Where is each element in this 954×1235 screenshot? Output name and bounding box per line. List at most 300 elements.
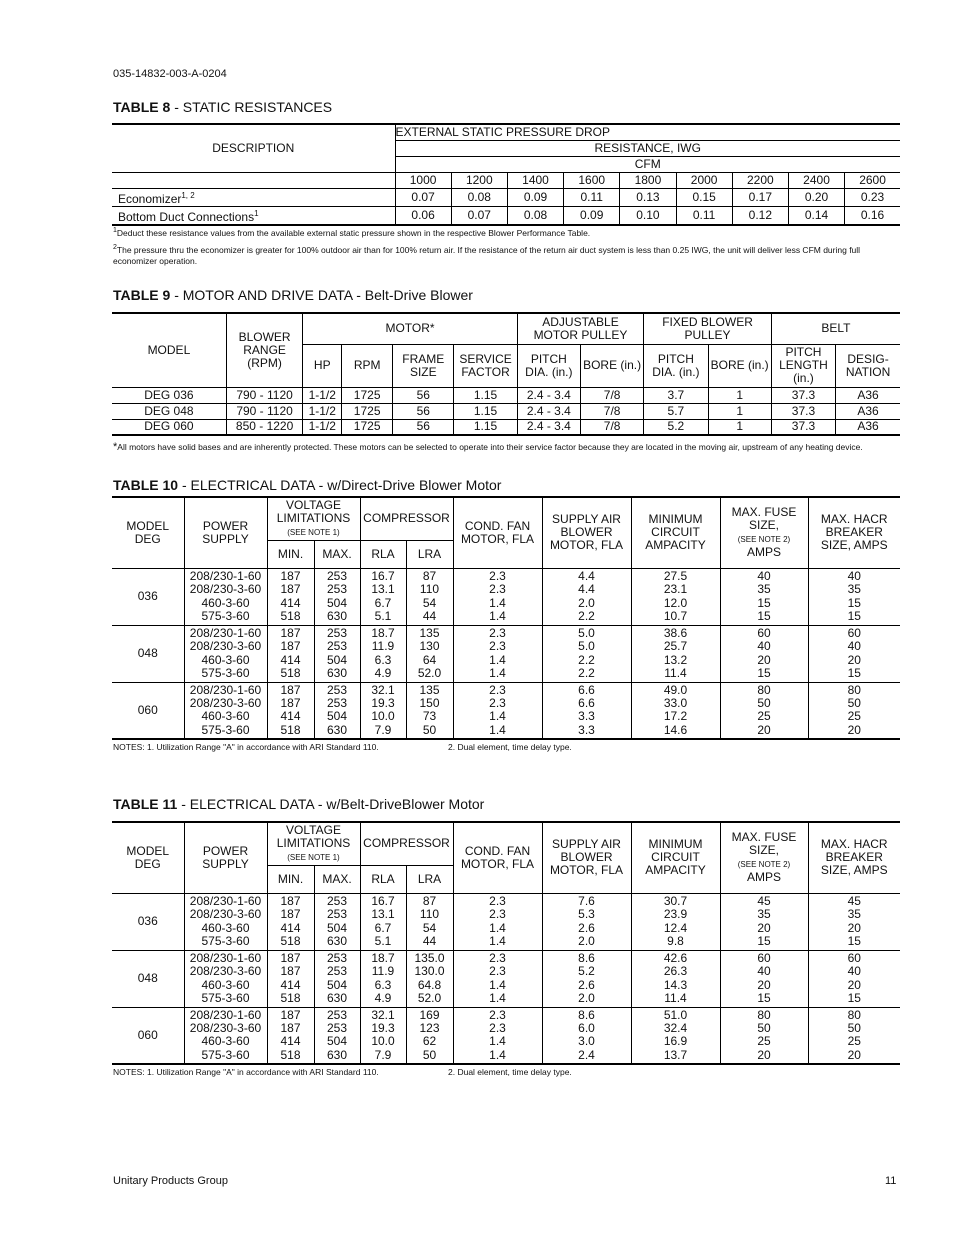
elec-value: 208/230-3-60 <box>189 639 262 654</box>
t9-fixed-pulley-header: FIXED BLOWER PULLEY <box>644 313 772 344</box>
elec-value: 11.4 <box>664 665 687 680</box>
elec-value: 4.4 <box>578 568 595 583</box>
elec-power-cell <box>184 1007 267 1064</box>
elec-hacr-cell <box>808 625 900 682</box>
elec-max-header: MAX. <box>314 865 360 893</box>
elec-value: 460-3-60 <box>201 652 250 667</box>
t9-cell: 1.15 <box>454 387 517 403</box>
elec-value: 8.6 <box>578 950 595 965</box>
t9-cell: 5.2 <box>644 419 708 435</box>
t9-cell: 37.3 <box>771 419 835 435</box>
elec-voltage-header: VOLTAGE LIMITATIONS (SEE NOTE 1) <box>267 822 360 865</box>
elec-value: 2.3 <box>489 625 506 640</box>
elec-value: 2.3 <box>489 1007 506 1022</box>
t9-row <box>112 387 900 403</box>
elec-model-header: MODEL DEG <box>112 497 184 568</box>
elec-value: 518 <box>280 933 301 948</box>
elec-hacr-cell <box>808 950 900 1007</box>
elec-cond-cell <box>453 893 542 950</box>
elec-value: 11.4 <box>664 990 687 1005</box>
elec-rla-cell <box>360 950 406 1007</box>
elec-max-cell <box>314 568 360 625</box>
t9-cell: DEG 036 <box>112 387 226 403</box>
elec-value: 208/230-1-60 <box>189 682 262 697</box>
elec-value: 5.0 <box>578 625 595 640</box>
elec-value: 60 <box>847 950 861 965</box>
table11-electrical-belt <box>112 821 900 1065</box>
elec-rla-cell <box>360 625 406 682</box>
elec-value: 45 <box>757 893 771 908</box>
elec-value: 20 <box>847 977 861 992</box>
elec-value: 187 <box>280 893 301 908</box>
t8-resistance-header: RESISTANCE, IWG <box>395 140 900 156</box>
elec-group-row <box>112 568 900 625</box>
t8-cfm-header: CFM <box>395 156 900 172</box>
elec-value: 1.4 <box>489 722 506 737</box>
elec-max-cell <box>314 950 360 1007</box>
t9-cell: 1725 <box>342 387 393 403</box>
elec-value: 414 <box>280 595 301 610</box>
t9-cell: 790 - 1120 <box>226 403 303 419</box>
elec-rla-cell <box>360 682 406 739</box>
elec-value: 253 <box>326 695 348 710</box>
elec-value: 33.0 <box>663 695 688 710</box>
elec-value: 1.4 <box>489 977 506 992</box>
elec-value: 40 <box>757 964 771 979</box>
elec-fuse-cell <box>720 682 808 739</box>
elec-group-row <box>112 625 900 682</box>
elec-value: 1.4 <box>489 665 506 680</box>
elec-value: 414 <box>280 709 301 724</box>
t8-cfm-cell: 1000 <box>395 172 451 188</box>
elec-value: 23.1 <box>663 582 688 597</box>
elec-value: 20 <box>847 652 861 667</box>
elec-supply-cell <box>542 625 631 682</box>
elec-value: 40 <box>757 639 771 654</box>
elec-value: 60 <box>847 625 861 640</box>
elec-value: 575-3-60 <box>201 608 250 623</box>
elec-rla-header: RLA <box>360 865 406 893</box>
t9-belt-header: BELT <box>771 313 900 344</box>
t9-cell: 1725 <box>342 419 393 435</box>
t9-cell: 56 <box>393 387 454 403</box>
elec-value: 13.7 <box>663 1047 688 1062</box>
elec-value: 208/230-3-60 <box>189 582 262 597</box>
elec-model-cell: 036 <box>112 568 184 625</box>
t8-cfm-cell: 2600 <box>845 172 900 188</box>
elec-value: 20 <box>757 652 771 667</box>
elec-value: 50 <box>847 695 861 710</box>
elec-supply-air-header: SUPPLY AIR BLOWER MOTOR, FLA <box>542 822 631 893</box>
elec-model-cell: 048 <box>112 625 184 682</box>
elec-value: 187 <box>280 695 301 710</box>
elec-value: 2.0 <box>578 990 595 1005</box>
elec-value: 23.9 <box>663 907 688 922</box>
elec-value: 2.0 <box>578 933 595 948</box>
t8-row-label: Bottom Duct Connections$^1$ <box>112 206 395 225</box>
elec-max-header: MAX. <box>314 540 360 568</box>
elec-value: 80 <box>757 682 771 697</box>
t9-cell: 850 - 1220 <box>226 419 303 435</box>
document-id: 035-14832-003-A-0204 <box>113 68 227 80</box>
elec-value: 253 <box>326 568 348 583</box>
elec-value: 15 <box>847 665 861 680</box>
t8-blank <box>112 172 395 188</box>
elec-value: 50 <box>757 695 771 710</box>
t9-motor-header: MOTOR* <box>303 313 517 344</box>
elec-value: 64 <box>422 652 437 667</box>
elec-value: 35 <box>757 907 771 922</box>
elec-value: 208/230-1-60 <box>189 1007 262 1022</box>
elec-value: 49.0 <box>663 682 688 697</box>
t8-cell: 0.13 <box>620 188 676 206</box>
elec-value: 575-3-60 <box>201 665 250 680</box>
elec-value: 208/230-3-60 <box>189 964 262 979</box>
elec-max-cell <box>314 1007 360 1064</box>
t8-cfm-cell: 1200 <box>451 172 507 188</box>
elec-value: 44 <box>422 933 437 948</box>
elec-compressor-header: COMPRESSOR <box>360 497 453 540</box>
elec-value: 130 <box>419 639 440 654</box>
elec-value: 253 <box>326 964 348 979</box>
elec-fuse-cell <box>720 625 808 682</box>
elec-value: 504 <box>326 977 348 992</box>
elec-value: 20 <box>757 977 771 992</box>
t9-footnote: *All motors have solid bases and are inherently protected. These motors can be selected to operate into their service factor because they are located in the moving air, upstream of any heating device. <box>113 441 863 453</box>
t9-cell: DEG 048 <box>112 403 226 419</box>
t8-cell: 0.16 <box>845 206 900 225</box>
elec-value: 2.6 <box>578 977 595 992</box>
elec-value: 80 <box>847 682 861 697</box>
elec-value: 60 <box>757 950 771 965</box>
t8-row-economizer <box>112 188 900 206</box>
t9-cell: 56 <box>393 403 454 419</box>
t9-pitch-dia2-header: PITCH DIA. (in.) <box>644 344 708 387</box>
elec-cond-cell <box>453 682 542 739</box>
elec-cond-fan-header: COND. FAN MOTOR, FLA <box>453 497 542 568</box>
elec-value: 135.0 <box>414 950 445 965</box>
t9-cell: 1.15 <box>454 403 517 419</box>
elec-value: 80 <box>757 1007 771 1022</box>
elec-supply-cell <box>542 682 631 739</box>
elec-value: 2.3 <box>489 907 506 922</box>
t9-cell: 7/8 <box>580 387 643 403</box>
t9-cell: 3.7 <box>644 387 708 403</box>
elec-value: 1.4 <box>489 990 506 1005</box>
elec-fuse-cell <box>720 1007 808 1064</box>
t8-cell: 0.11 <box>676 206 732 225</box>
t9-cell: 2.4 - 3.4 <box>517 387 580 403</box>
elec-value: 4.9 <box>374 990 392 1005</box>
elec-value: 10.0 <box>371 709 395 724</box>
elec-max-cell <box>314 625 360 682</box>
elec-group-row <box>112 950 900 1007</box>
elec-value: 54 <box>422 920 437 935</box>
elec-value: 54 <box>422 595 437 610</box>
elec-value: 25 <box>757 1034 771 1049</box>
t9-cell: 56 <box>393 419 454 435</box>
elec-value: 5.0 <box>578 639 595 654</box>
elec-value: 15 <box>757 595 771 610</box>
elec-supply-cell <box>542 568 631 625</box>
t9-cell: 5.7 <box>644 403 708 419</box>
elec-value: 187 <box>280 907 301 922</box>
t8-cell: 0.20 <box>788 188 844 206</box>
elec-lra-cell <box>406 682 453 739</box>
elec-max-cell <box>314 682 360 739</box>
t9-cell: 1 <box>708 419 771 435</box>
elec-mca-cell <box>631 625 720 682</box>
elec-value: 6.7 <box>374 920 392 935</box>
elec-value: 20 <box>757 1047 771 1062</box>
t9-cell: 2.4 - 3.4 <box>517 419 580 435</box>
elec-value: 40 <box>847 568 861 583</box>
elec-supply-air-header: SUPPLY AIR BLOWER MOTOR, FLA <box>542 497 631 568</box>
elec-value: 2.2 <box>578 665 595 680</box>
t8-cell: 0.23 <box>845 188 900 206</box>
elec-value: 7.6 <box>578 893 595 908</box>
t8-cell: 0.12 <box>732 206 788 225</box>
elec-value: 187 <box>280 964 301 979</box>
elec-model-header: MODEL DEG <box>112 822 184 893</box>
t9-cell: A36 <box>836 403 900 419</box>
t9-rpm-header: RPM <box>342 344 393 387</box>
t9-blower-header: BLOWER RANGE (RPM) <box>226 313 303 387</box>
elec-min-circuit-header: MINIMUM CIRCUIT AMPACITY <box>631 822 720 893</box>
t9-frame-header: FRAME SIZE <box>393 344 454 387</box>
elec-value: 1.4 <box>489 652 506 667</box>
elec-value: 13.1 <box>371 907 395 922</box>
t8-cell: 0.17 <box>732 188 788 206</box>
elec-value: 5.1 <box>374 608 392 623</box>
elec-lra-cell <box>406 893 453 950</box>
elec-lra-cell <box>406 1007 453 1064</box>
elec-value: 518 <box>280 722 301 737</box>
elec-min-circuit-header: MINIMUM CIRCUIT AMPACITY <box>631 497 720 568</box>
elec-model-cell: 048 <box>112 950 184 1007</box>
elec-value: 10.0 <box>371 1034 395 1049</box>
elec-value: 52.0 <box>417 990 442 1005</box>
elec-value: 2.3 <box>489 950 506 965</box>
elec-value: 253 <box>326 893 348 908</box>
t9-cell: A36 <box>836 419 900 435</box>
elec-value: 19.3 <box>371 695 395 710</box>
elec-value: 253 <box>326 1007 348 1022</box>
table8-static-resistances <box>112 123 900 226</box>
elec-value: 20 <box>847 1047 861 1062</box>
elec-value: 630 <box>326 1047 348 1062</box>
elec-value: 5.3 <box>578 907 595 922</box>
elec-min-cell <box>267 893 314 950</box>
elec-value: 50 <box>757 1020 771 1035</box>
elec-value: 518 <box>280 608 301 623</box>
t9-cell: 1725 <box>342 403 393 419</box>
elec-value: 20 <box>757 722 771 737</box>
elec-value: 50 <box>847 1020 861 1035</box>
elec-value: 504 <box>326 709 348 724</box>
elec-value: 38.6 <box>663 625 688 640</box>
elec-fuse-cell <box>720 950 808 1007</box>
elec-value: 87 <box>422 568 437 583</box>
elec-mca-cell <box>631 893 720 950</box>
elec-value: 30.7 <box>663 893 688 908</box>
t9-row <box>112 403 900 419</box>
elec-model-cell: 036 <box>112 893 184 950</box>
elec-value: 25 <box>847 709 861 724</box>
t8-desc-header: DESCRIPTION <box>112 124 395 172</box>
t8-row-label: Economizer$^{1, 2}$ <box>112 188 395 206</box>
elec-value: 253 <box>326 907 348 922</box>
elec-value: 1.4 <box>489 709 506 724</box>
table10-title: TABLE 10 - ELECTRICAL DATA - w/Direct-Drive Blower Motor <box>113 477 502 493</box>
elec-value: 9.8 <box>667 933 684 948</box>
elec-value: 44 <box>422 608 437 623</box>
elec-power-cell <box>184 568 267 625</box>
t8-cell: 0.09 <box>507 188 563 206</box>
elec-value: 6.7 <box>374 595 392 610</box>
elec-value: 62 <box>422 1034 437 1049</box>
t9-model-header: MODEL <box>112 313 226 387</box>
elec-value: 1.4 <box>489 920 506 935</box>
elec-value: 169 <box>419 1007 440 1022</box>
elec-value: 20 <box>757 920 771 935</box>
elec-value: 16.7 <box>371 893 395 908</box>
elec-value: 80 <box>847 1007 861 1022</box>
elec-value: 575-3-60 <box>201 990 250 1005</box>
t8-cfm-cell: 1600 <box>564 172 620 188</box>
table8-title: TABLE 8 - STATIC RESISTANCES <box>113 99 333 115</box>
elec-lra-cell <box>406 625 453 682</box>
t8-cfm-cell: 1400 <box>507 172 563 188</box>
t8-cell: 0.08 <box>507 206 563 225</box>
elec-value: 2.3 <box>489 568 506 583</box>
elec-value: 575-3-60 <box>201 933 250 948</box>
elec-value: 208/230-1-60 <box>189 568 262 583</box>
footer-company: Unitary Products Group <box>113 1175 228 1187</box>
elec-value: 6.0 <box>578 1020 595 1035</box>
elec-value: 110 <box>419 907 440 922</box>
elec-fuse-cell <box>720 893 808 950</box>
elec-value: 187 <box>280 950 301 965</box>
elec-value: 414 <box>280 652 301 667</box>
elec-value: 11.9 <box>371 964 395 979</box>
t8-cell: 0.14 <box>788 206 844 225</box>
t8-cfm-cell: 1800 <box>620 172 676 188</box>
elec-min-cell <box>267 625 314 682</box>
elec-group-row <box>112 893 900 950</box>
elec-value: 460-3-60 <box>201 977 250 992</box>
elec-value: 16.7 <box>371 568 395 583</box>
elec-value: 40 <box>847 964 861 979</box>
t9-cell: 1-1/2 <box>303 387 342 403</box>
elec-value: 14.3 <box>663 977 688 992</box>
elec-value: 2.3 <box>489 893 506 908</box>
elec-power-header: POWER SUPPLY <box>184 497 267 568</box>
elec-value: 40 <box>757 568 771 583</box>
elec-value: 2.6 <box>578 920 595 935</box>
elec-power-cell <box>184 682 267 739</box>
elec-value: 25 <box>847 1034 861 1049</box>
elec-value: 208/230-3-60 <box>189 1020 262 1035</box>
elec-value: 414 <box>280 1034 301 1049</box>
elec-group-row <box>112 1007 900 1064</box>
t9-cell: 1-1/2 <box>303 403 342 419</box>
elec-value: 518 <box>280 1047 301 1062</box>
t8-cell: 0.06 <box>395 206 451 225</box>
elec-value: 52.0 <box>417 665 442 680</box>
elec-value: 60 <box>757 625 771 640</box>
t11-notes: NOTES: 1. Utilization Range "A" in accordance with ARI Standard 110. 2. Dual element, time delay type. <box>113 1067 572 1077</box>
t9-cell: 2.4 - 3.4 <box>517 403 580 419</box>
elec-value: 630 <box>326 722 348 737</box>
elec-value: 13.2 <box>663 652 688 667</box>
t9-row <box>112 419 900 435</box>
elec-min-cell <box>267 1007 314 1064</box>
elec-mca-cell <box>631 682 720 739</box>
elec-hacr-cell <box>808 893 900 950</box>
elec-value: 208/230-1-60 <box>189 893 262 908</box>
elec-power-header: POWER SUPPLY <box>184 822 267 893</box>
elec-value: 35 <box>757 582 771 597</box>
elec-value: 504 <box>326 595 348 610</box>
elec-value: 208/230-1-60 <box>189 950 262 965</box>
t8-footnote-2: $^2$The pressure thru the economizer is greater for 100% outdoor air than for 100% return air. If the resistance of the return air duct system is less than 0.25 IWG, the unit will deliver less CFM during full economizer operation. <box>113 244 861 266</box>
elec-value: 630 <box>326 990 348 1005</box>
t9-cell: 1.15 <box>454 419 517 435</box>
elec-value: 2.3 <box>489 639 506 654</box>
elec-cond-cell <box>453 625 542 682</box>
elec-value: 630 <box>326 608 348 623</box>
elec-value: 25 <box>757 709 771 724</box>
elec-supply-cell <box>542 1007 631 1064</box>
elec-value: 208/230-3-60 <box>189 695 262 710</box>
elec-cond-cell <box>453 1007 542 1064</box>
elec-value: 253 <box>326 950 348 965</box>
elec-value: 630 <box>326 665 348 680</box>
elec-lra-header: LRA <box>406 540 453 568</box>
elec-hacr-cell <box>808 682 900 739</box>
elec-value: 2.2 <box>578 608 595 623</box>
elec-value: 135 <box>419 682 440 697</box>
elec-value: 2.3 <box>489 695 506 710</box>
t9-hp-header: HP <box>303 344 342 387</box>
elec-value: 7.9 <box>374 1047 392 1062</box>
elec-value: 20 <box>847 722 861 737</box>
elec-value: 16.9 <box>663 1034 688 1049</box>
elec-value: 10.7 <box>663 608 688 623</box>
elec-value: 504 <box>326 920 348 935</box>
t8-cfm-row <box>112 172 900 188</box>
elec-value: 5.1 <box>374 933 392 948</box>
elec-value: 187 <box>280 582 301 597</box>
elec-mca-cell <box>631 568 720 625</box>
elec-value: 187 <box>280 625 301 640</box>
elec-value: 50 <box>422 1047 437 1062</box>
elec-value: 15 <box>847 595 861 610</box>
elec-value: 2.3 <box>489 682 506 697</box>
elec-power-cell <box>184 625 267 682</box>
elec-value: 35 <box>847 907 861 922</box>
elec-value: 15 <box>757 990 771 1005</box>
elec-min-cell <box>267 682 314 739</box>
elec-value: 575-3-60 <box>201 722 250 737</box>
elec-value: 1.4 <box>489 1047 506 1062</box>
elec-value: 208/230-3-60 <box>189 907 262 922</box>
elec-value: 123 <box>419 1020 440 1035</box>
elec-rla-cell <box>360 568 406 625</box>
elec-value: 18.7 <box>371 950 395 965</box>
elec-model-cell: 060 <box>112 1007 184 1064</box>
